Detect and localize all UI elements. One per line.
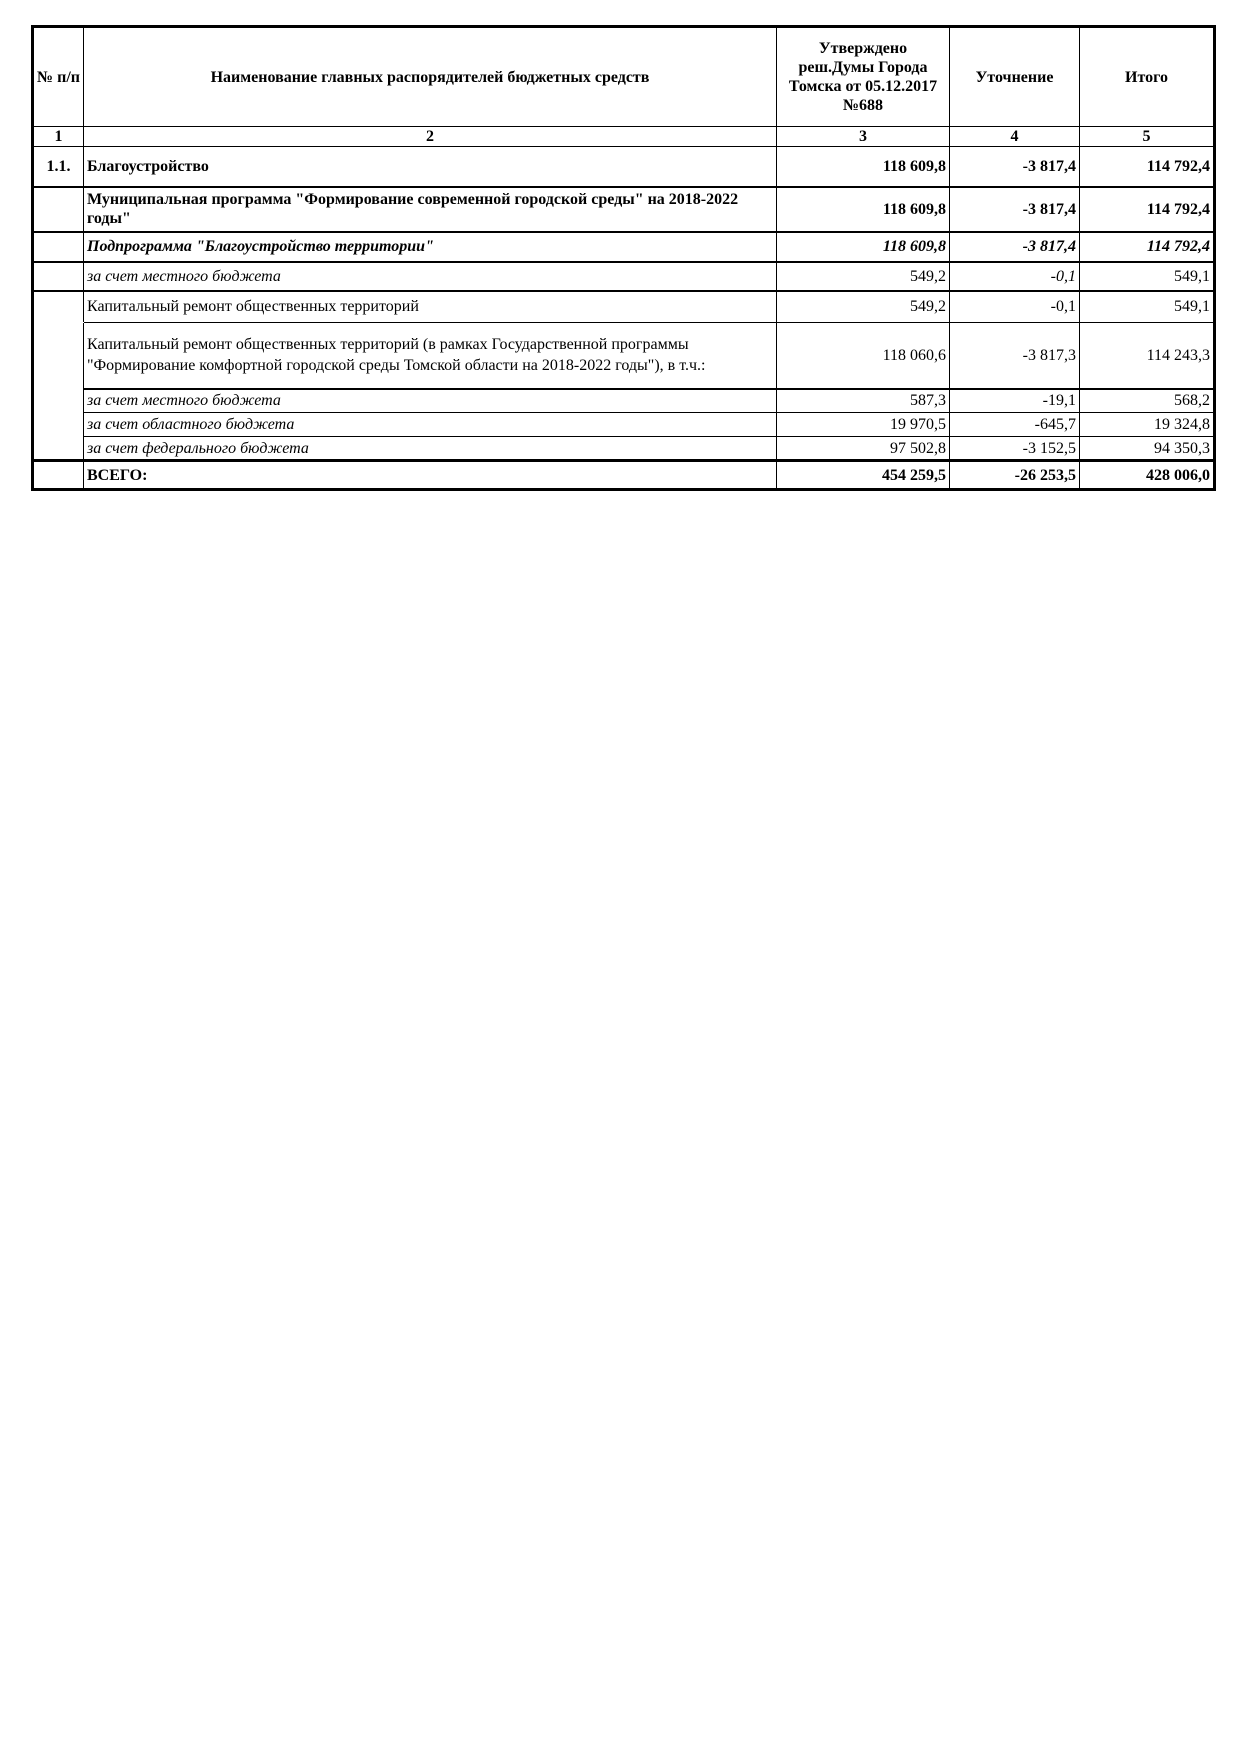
column-number: 1: [33, 127, 84, 147]
row-approved: 118 609,8: [777, 187, 950, 232]
row-name: за счет областного бюджета: [84, 413, 777, 437]
row-name: за счет местного бюджета: [84, 389, 777, 413]
row-change: -3 817,4: [950, 187, 1080, 232]
row-approved: 549,2: [777, 291, 950, 323]
budget-table: [31, 25, 1216, 491]
row-index: [33, 262, 84, 291]
row-total: 549,1: [1080, 291, 1215, 323]
header-change: Уточнение: [950, 27, 1080, 127]
row-total: 94 350,3: [1080, 437, 1215, 461]
table-row: [33, 437, 1215, 461]
row-change: -645,7: [950, 413, 1080, 437]
row-index: [33, 232, 84, 262]
row-name: Капитальный ремонт общественных территорий (в рамках Государственной программы "Формирование комфортной городской среды Томской области на 2018-2022 годы"), в т.ч.:: [84, 323, 777, 389]
header-index: № п/п: [33, 27, 84, 127]
total-index: [33, 461, 84, 490]
table-row: [33, 262, 1215, 291]
table-row: [33, 323, 1215, 389]
row-index: [33, 389, 84, 413]
row-change: -3 152,5: [950, 437, 1080, 461]
row-total: 568,2: [1080, 389, 1215, 413]
row-change: -3 817,4: [950, 232, 1080, 262]
table-row: [33, 291, 1215, 323]
row-approved: 97 502,8: [777, 437, 950, 461]
row-total: 114 792,4: [1080, 147, 1215, 187]
row-total: 114 792,4: [1080, 187, 1215, 232]
row-change: -0,1: [950, 291, 1080, 323]
row-total: 549,1: [1080, 262, 1215, 291]
total-label: ВСЕГО:: [84, 461, 777, 490]
row-index: 1.1.: [33, 147, 84, 187]
row-change: -3 817,3: [950, 323, 1080, 389]
row-name: за счет местного бюджета: [84, 262, 777, 291]
row-index: [33, 187, 84, 232]
row-change: -0,1: [950, 262, 1080, 291]
column-number: 2: [84, 127, 777, 147]
table-row: [33, 389, 1215, 413]
row-name: за счет федерального бюджета: [84, 437, 777, 461]
row-approved: 118 609,8: [777, 147, 950, 187]
row-name: Муниципальная программа "Формирование современной городской среды" на 2018-2022 годы": [84, 187, 777, 232]
row-change: -19,1: [950, 389, 1080, 413]
row-index: [33, 291, 84, 323]
row-approved: 118 060,6: [777, 323, 950, 389]
row-approved: 118 609,8: [777, 232, 950, 262]
table-row: [33, 147, 1215, 187]
total-row: [33, 461, 1215, 490]
header-total: Итого: [1080, 27, 1215, 127]
row-total: 114 792,4: [1080, 232, 1215, 262]
column-number-row: [33, 127, 1215, 147]
total-sum: 428 006,0: [1080, 461, 1215, 490]
column-number: 3: [777, 127, 950, 147]
total-approved: 454 259,5: [777, 461, 950, 490]
row-index: [33, 437, 84, 461]
row-name: Благоустройство: [84, 147, 777, 187]
table-row: [33, 187, 1215, 232]
row-approved: 19 970,5: [777, 413, 950, 437]
table-row: [33, 413, 1215, 437]
column-number: 5: [1080, 127, 1215, 147]
column-number: 4: [950, 127, 1080, 147]
header-approved: Утверждено реш.Думы Города Томска от 05.12.2017 №688: [777, 27, 950, 127]
row-approved: 549,2: [777, 262, 950, 291]
row-change: -3 817,4: [950, 147, 1080, 187]
row-index: [33, 323, 84, 389]
table-header-row: [33, 27, 1215, 127]
row-total: 19 324,8: [1080, 413, 1215, 437]
header-name: Наименование главных распорядителей бюджетных средств: [84, 27, 777, 127]
row-approved: 587,3: [777, 389, 950, 413]
total-change: -26 253,5: [950, 461, 1080, 490]
row-total: 114 243,3: [1080, 323, 1215, 389]
row-index: [33, 413, 84, 437]
table-row: [33, 232, 1215, 262]
row-name: Подпрограмма "Благоустройство территории": [84, 232, 777, 262]
row-name: Капитальный ремонт общественных территорий: [84, 291, 777, 323]
